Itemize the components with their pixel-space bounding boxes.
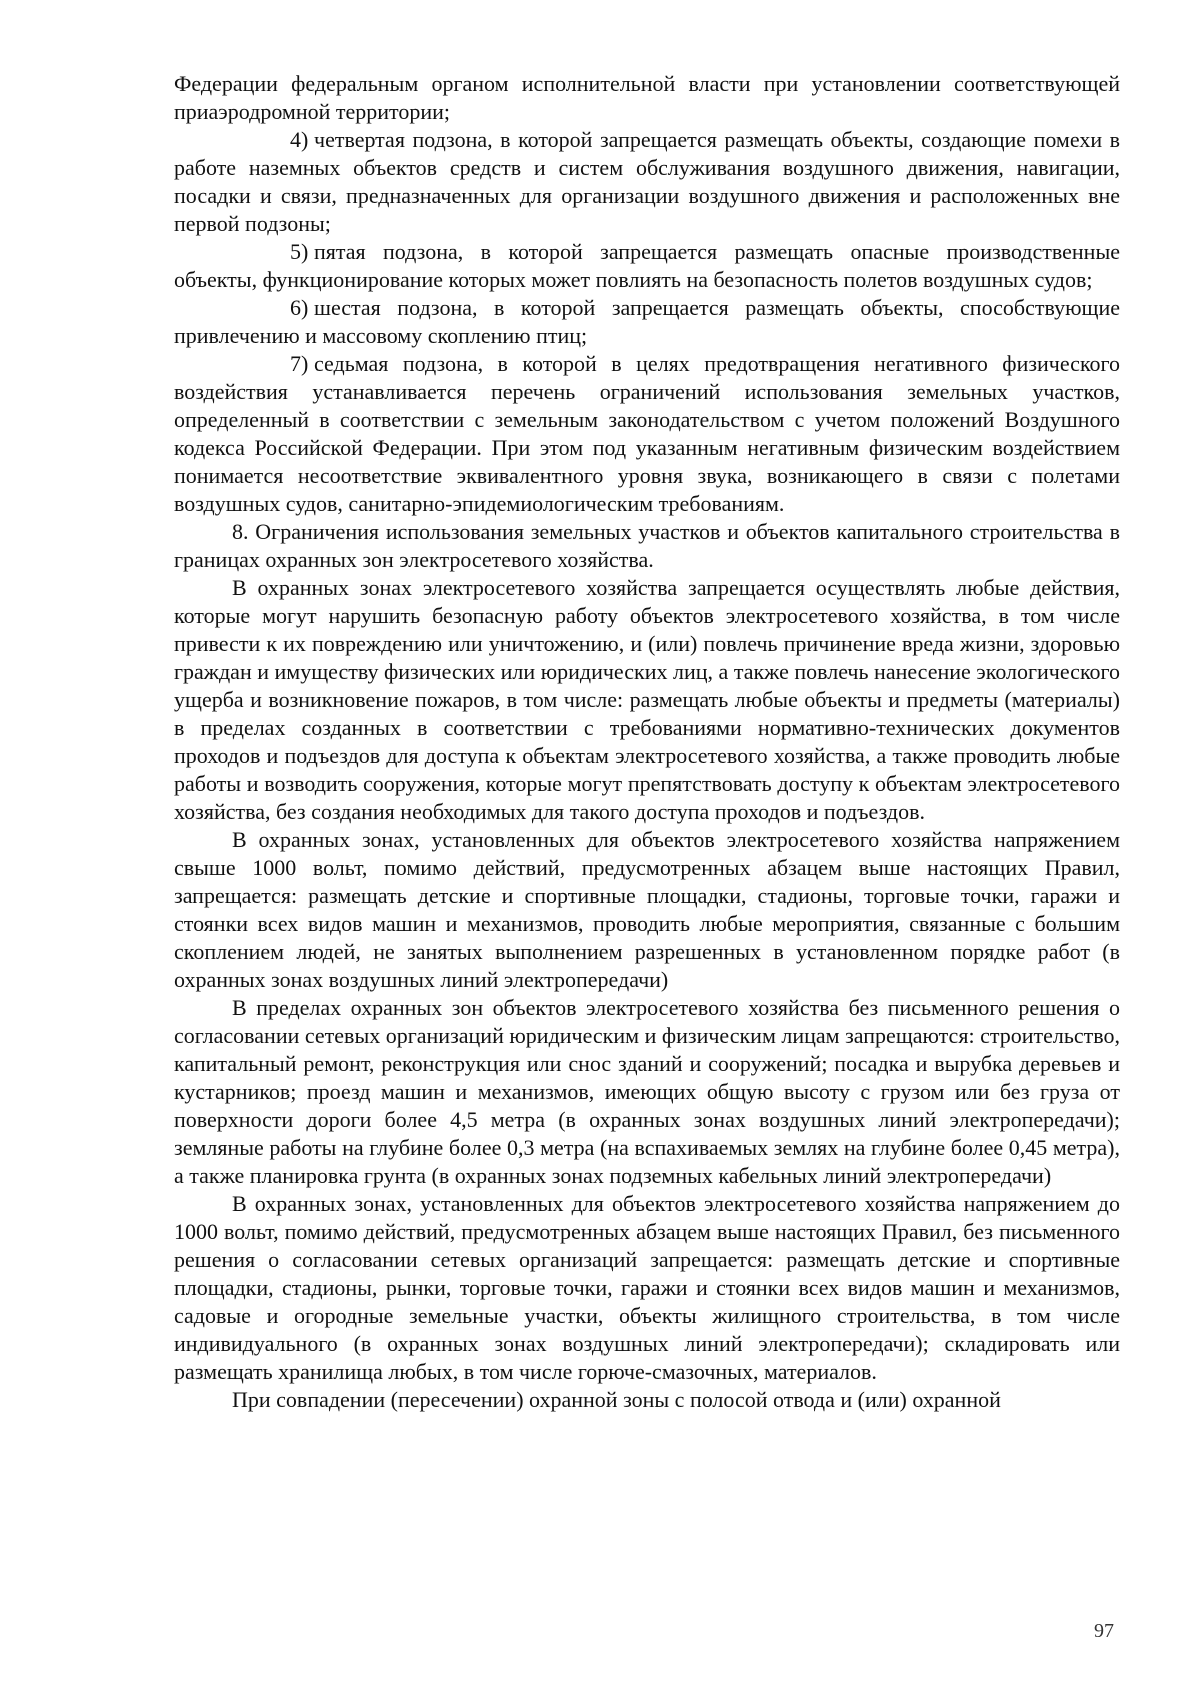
list-item xyxy=(174,350,1120,518)
paragraph: В охранных зонах, установленных для объектов электросетевого хозяйства напряжением свыше 1000 вольт, помимо действий, предусмотренных абзацем выше настоящих Правил, запрещается: размещать детские и спортивные площадки, стадионы, торговые точки, гаражи и стоянки всех видов машин и механизмов, проводить любые мероприятия, связанные с большим скоплением людей, не занятых выполнением разрешенных в установленном порядке работ (в охранных зонах воздушных линий электропередачи) xyxy=(174,827,1120,992)
list-item-number: 6) xyxy=(290,295,309,320)
list-item-text: седьмая подзона, в которой в целях предотвращения негативного физического воздействия устанавливается перечень ограничений использования земельных участков, определенный в соответствии с земельным законодательством с учетом положений Воздушного кодекса Российской Федерации. При этом под указанным негативным физическим воздействием понимается несоответствие эквивалентного уровня звука, возникающего в связи с полетами воздушных судов, санитарно-эпидемиологическим требованиям. xyxy=(174,351,1120,516)
paragraph: При совпадении (пересечении) охранной зоны с полосой отвода и (или) охранной xyxy=(232,1387,1001,1412)
list-item-number: 7) xyxy=(290,351,309,376)
section-heading-paragraph: 8. Ограничения использования земельных участков и объектов капитального строительства в границах охранных зон электросетевого хозяйства. xyxy=(174,519,1120,572)
document-body xyxy=(174,70,1120,1414)
page-number: 97 xyxy=(1094,1620,1114,1642)
paragraph: В охранных зонах, установленных для объектов электросетевого хозяйства напряжением до 1000 вольт, помимо действий, предусмотренных абзацем выше настоящих Правил, без письменного решения о согласовании сетевых организаций запрещается: размещать детские и спортивные площадки, стадионы, рынки, торговые точки, гаражи и стоянки всех видов машин и механизмов, садовые и огородные земельные участки, объекты жилищного строительства, в том числе индивидуального (в охранных зонах воздушных линий электропередачи); складировать или размещать хранилища любых, в том числе горюче-смазочных, материалов. xyxy=(174,1191,1120,1384)
paragraph: В пределах охранных зон объектов электросетевого хозяйства без письменного решения о согласовании сетевых организаций юридическим и физическим лицам запрещаются: строительство, капитальный ремонт, реконструкция или снос зданий и сооружений; посадка и вырубка деревьев и кустарников; проезд машин и механизмов, имеющих общую высоту с грузом или без груза от поверхности дороги более 4,5 метра (в охранных зонах воздушных линий электропередачи); земляные работы на глубине более 0,3 метра (на вспахиваемых землях на глубине более 0,45 метра), а также планировка грунта (в охранных зонах подземных кабельных линий электропередачи) xyxy=(174,995,1120,1188)
paragraph: В охранных зонах электросетевого хозяйства запрещается осуществлять любые действия, которые могут нарушить безопасную работу объектов электросетевого хозяйства, в том числе привести к их повреждению или уничтожению, и (или) повлечь причинение вреда жизни, здоровью граждан и имуществу физических или юридических лиц, а также повлечь нанесение экологического ущерба и возникновение пожаров, в том числе: размещать любые объекты и предметы (материалы) в пределах созданных в соответствии с требованиями нормативно-технических документов проходов и подъездов для доступа к объектам электросетевого хозяйства, а также проводить любые работы и возводить сооружения, которые могут препятствовать доступу к объектам электросетевого хозяйства, без создания необходимых для такого доступа проходов и подъездов. xyxy=(174,575,1120,824)
list-item xyxy=(174,126,1120,238)
paragraph: Федерации федеральным органом исполнительной власти при установлении соответствующей приаэродромной территории; xyxy=(174,71,1120,124)
list-item-number: 4) xyxy=(290,127,309,152)
list-item xyxy=(174,294,1120,350)
list-item-text: четвертая подзона, в которой запрещается размещать объекты, создающие помехи в работе наземных объектов средств и систем обслуживания воздушного движения, навигации, посадки и связи, предназначенных для организации воздушного движения и расположенных вне первой подзоны; xyxy=(174,127,1120,236)
list-item-number: 5) xyxy=(290,239,309,264)
list-item-text: шестая подзона, в которой запрещается размещать объекты, способствующие привлечению и массовому скоплению птиц; xyxy=(174,295,1120,348)
list-item xyxy=(174,238,1120,294)
list-item-text: пятая подзона, в которой запрещается размещать опасные производственные объекты, функционирование которых может повлиять на безопасность полетов воздушных судов; xyxy=(174,239,1120,292)
